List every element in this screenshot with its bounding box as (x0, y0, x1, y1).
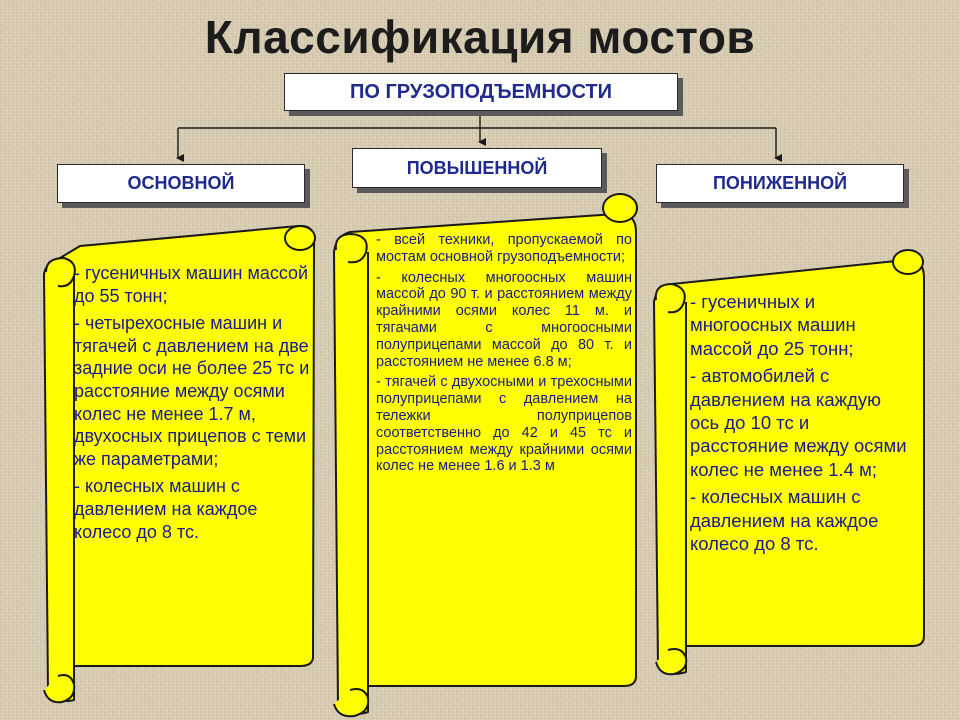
category-label-basic: ОСНОВНОЙ (127, 173, 235, 193)
increased-item-3: - тягачей с двухосными и трехосными полуприцепами с давлением на тележки полуприцепов соответственно до 42 и 45 тс и расстоянием между крайними осями колес не менее 1.6 и 1.3 м (376, 374, 632, 475)
basic-item-1: - гусеничных машин массой до 55 тонн; (74, 263, 309, 306)
reduced-item-3: - колесных машин с давлением на каждое колесо до 8 тс. (690, 486, 879, 555)
increased-items (376, 232, 632, 475)
reduced-items (690, 290, 912, 555)
reduced-item-2: - автомобилей с давлением на каждую ось до 10 тс и расстояние между осями колес не менее 1.4 м; (690, 365, 907, 480)
reduced-item-1: - гусеничных и многоосных машин массой до 25 тонн; (690, 291, 856, 359)
increased-item-1: - всей техники, пропускаемой по мостам основной грузоподъемности; (376, 232, 632, 265)
root-label: ПО ГРУЗОПОДЪЕМНОСТИ (349, 80, 612, 103)
basic-items (74, 262, 312, 543)
category-label-increased: ПОВЫШЕННОЙ (406, 157, 548, 178)
increased-item-2: - колесных многоосных машин массой до 90 т. и расстоянием между крайними осями колес 11 м. и тягачами с многоосными полуприцепами массой до 80 т. и расстоянием не менее 6.8 м; (376, 269, 632, 370)
basic-item-2: - четырехосные машин и тягачей с давлением на две задние оси не более 25 тс и расстояние между осями колес не менее 1.7 м, двухосных прицепов с теми же параметрами; (74, 313, 310, 469)
basic-item-3: - колесных машин с давлением на каждое колесо до 8 тс. (74, 476, 258, 542)
category-label-reduced: ПОНИЖЕННОЙ (712, 173, 848, 193)
page-title: Классификация мостов (204, 11, 756, 63)
